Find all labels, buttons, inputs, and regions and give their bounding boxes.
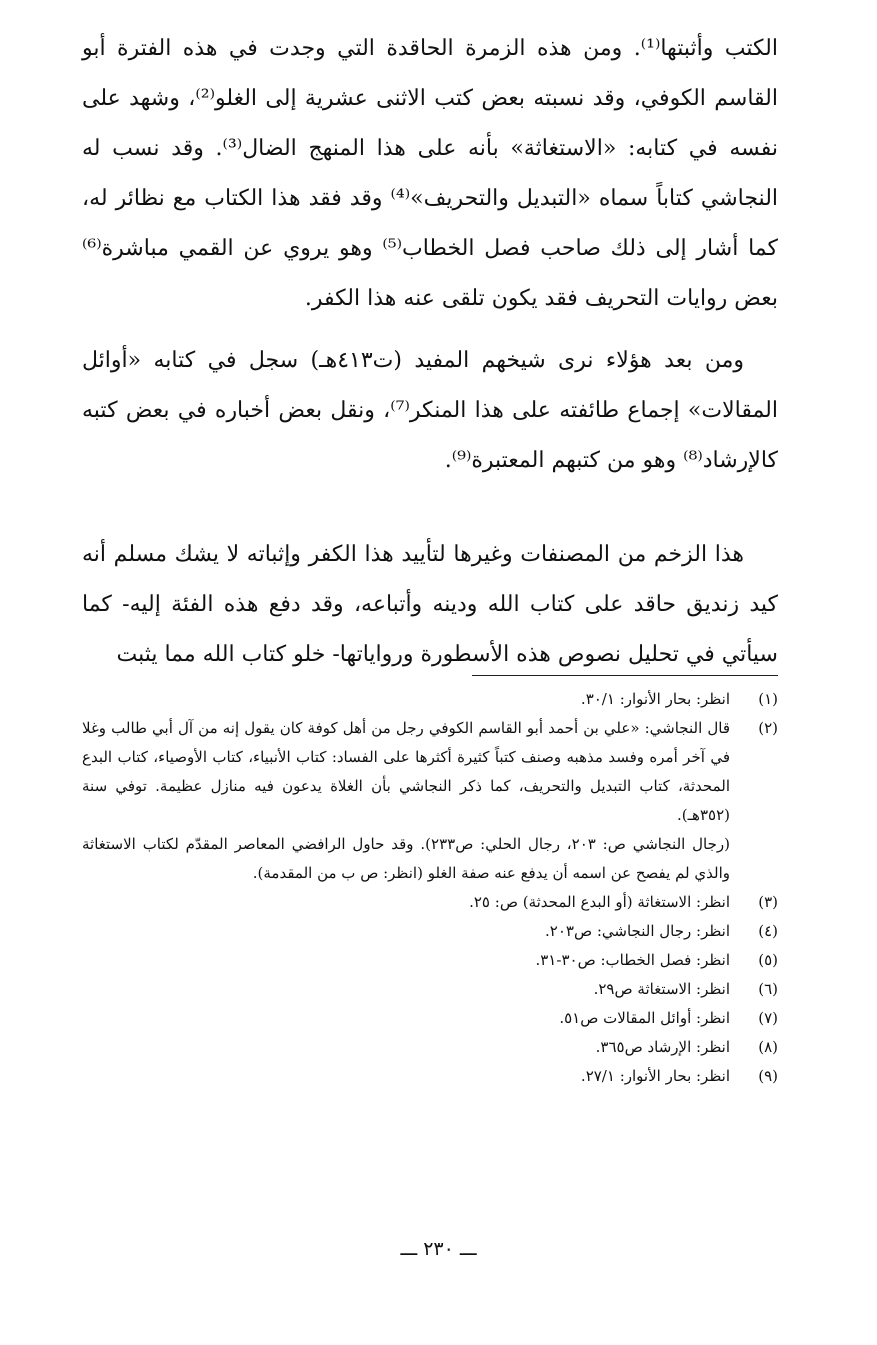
footnote-number: (١) [758, 690, 778, 708]
footnote-5 [82, 946, 778, 975]
footnote-9 [82, 1062, 778, 1091]
footnote-6 [82, 975, 778, 1004]
footnote-number: (٢) [758, 719, 778, 737]
footnote-text: انظر: فصل الخطاب: ص٣٠-٣١. [535, 951, 730, 969]
footnote-text: انظر: الاستغاثة (أو البدع المحدثة) ص: ٢٥. [469, 893, 730, 911]
footnote-2-continuation: (رجال النجاشي ص: ٢٠٣، رجال الحلي: ص٢٣٣). وقد حاول الرافضي المعاصر المقدّم لكتاب الاستغاثة والذي لم يفصح عن اسمه أن يدفع عنه صفة الغلو (انظر: ص ب من المقدمة). [82, 835, 730, 882]
footnote-text: انظر: الاستغاثة ص٢٩. [593, 980, 730, 998]
footnote-number: (٣) [758, 893, 778, 911]
footnote-number: (٥) [758, 951, 778, 969]
page-number: ـــ ٢٣٠ ـــ [400, 1238, 477, 1260]
main-text [82, 24, 778, 680]
footnote-number: (٦) [758, 980, 778, 998]
footnote-text: انظر: بحار الأنوار: ٢٧/١. [580, 1067, 730, 1085]
footnote-number: (٧) [758, 1009, 778, 1027]
footnote-text: انظر: الإرشاد ص٣٦٥. [595, 1038, 730, 1056]
footnote-number: (٩) [758, 1067, 778, 1085]
paragraph-1: الكتب وأثبتها⁽¹⁾. ومن هذه الزمرة الحاقدة التي وجدت في هذه الفترة أبو القاسم الكوفي، وقد نسبته بعض كتب الاثنى عشرية إلى الغلو⁽²⁾، وشهد على نفسه في كتابه: «الاستغاثة» بأنه على هذا المنهج الضال⁽³⁾. وقد نسب له النجاشي كتاباً سماه «التبديل والتحريف»⁽⁴⁾ وقد فقد هذا الكتاب مع نظائر له، كما أشار إلى ذلك صاحب فصل الخطاب⁽⁵⁾ وهو يروي عن القمي مباشرة⁽⁶⁾ بعض روايات التحريف فقد يكون تلقى عنه هذا الكفر. [82, 36, 779, 311]
footnote-text: قال النجاشي: «علي بن أحمد أبو القاسم الكوفي رجل من أهل كوفة كان يقول إنه من آل أبي طالب وغلا في آخر أمره وفسد مذهبه وصنف كتباً كثيرة أكثرها على الفساد: كتاب الأنبياء، كتاب الأوصياء، كتاب البدع المحدثة، كتاب التبديل والتحريف، كما ذكر النجاشي بأن الغلاة يدعون فيه منازل عظيمة. توفي سنة (٣٥٢هـ). [82, 719, 730, 824]
footnote-2 [82, 714, 778, 830]
footnote-text: انظر: أوائل المقالات ص٥١. [559, 1009, 730, 1027]
footnote-number: (٨) [758, 1038, 778, 1056]
footnote-text: انظر: بحار الأنوار: ٣٠/١. [580, 690, 730, 708]
footnote-7 [82, 1004, 778, 1033]
footnotes [82, 685, 778, 1091]
footnote-3 [82, 888, 778, 917]
paragraph-3: هذا الزخم من المصنفات وغيرها لتأييد هذا الكفر وإثباته لا يشك مسلم أنه كيد زنديق حاقد على كتاب الله ودينه وأتباعه، وقد دفع هذه الفئة إليه- كما سيأتي في تحليل نصوص هذه الأسطورة ورواياتها- خلو كتاب الله مما يثبت [82, 542, 778, 667]
footnote-4 [82, 917, 778, 946]
footnote-text: انظر: رجال النجاشي: ص٢٠٣. [545, 922, 730, 940]
footnote-divider [472, 675, 778, 676]
footnote-number: (٤) [758, 922, 778, 940]
footnote-1 [82, 685, 778, 714]
paragraph-2: ومن بعد هؤلاء نرى شيخهم المفيد (ت٤١٣هـ) سجل في كتابه «أوائل المقالات» إجماع طائفته على هذا المنكر⁽⁷⁾، ونقل بعض أخباره في بعض كتبه كالإرشاد⁽⁸⁾ وهو من كتبهم المعتبرة⁽⁹⁾. [82, 348, 778, 473]
footnote-8 [82, 1033, 778, 1062]
